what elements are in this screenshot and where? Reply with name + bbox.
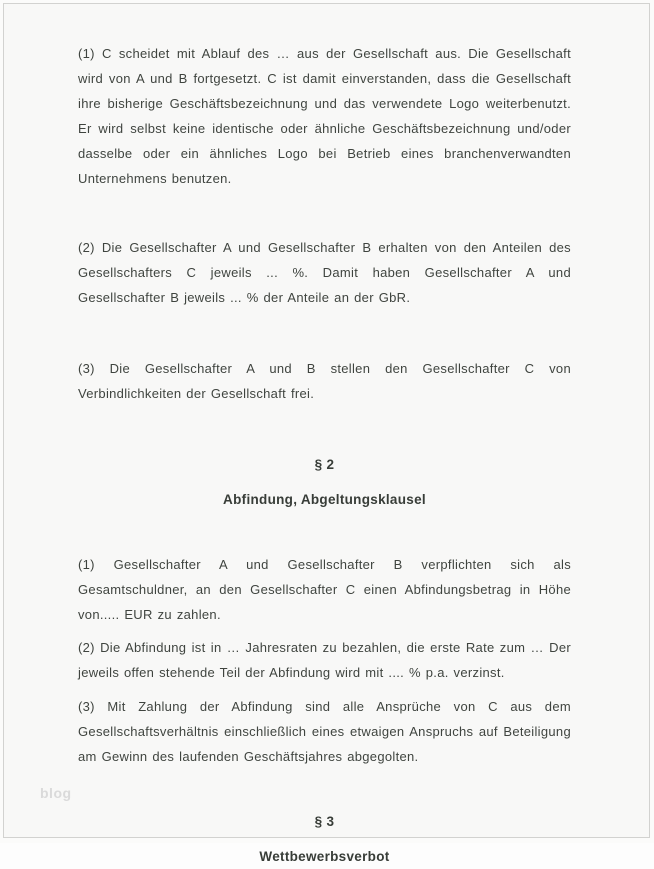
section2-paragraph-3: (3) Mit Zahlung der Abfindung sind alle Ansprüche von C aus dem Gesellschaftsverhältnis einschließlich eines etwaigen Anspruchs auf Beteiligung am Gewinn des laufenden Geschäftsjahres abgegolten. (78, 699, 571, 764)
section1-paragraph-2: (2) Die Gesellschafter A und Gesellschafter B erhalten von den Anteilen des Gesellschafters C jeweils ... %. Damit haben Gesellschafter A und Gesellschafter B jeweils ... % der Anteile an der GbR. (78, 240, 571, 305)
section3-number: § 3 (314, 814, 335, 829)
section2-title: Abfindung, Abgeltungsklausel (223, 492, 426, 507)
section2-number: § 2 (314, 457, 335, 472)
section2-paragraph-1: (1) Gesellschafter A und Gesellschafter B verpflichten sich als Gesamtschuldner, an den Gesellschafter C einen Abfindungsbetrag in Höhe von..... EUR zu zahlen. (78, 557, 571, 622)
document-content (4, 41, 649, 869)
section1-paragraph-1: (1) C scheidet mit Ablauf des … aus der Gesellschaft aus. Die Gesellschaft wird von A und B fortgesetzt. C ist damit einverstanden, dass die Gesellschaft ihre bisherige Geschäftsbezeichnung und das verwendete Logo weiterbenutzt. Er wird selbst keine identische oder ähnliche Geschäftsbezeichnung und/oder dasselbe oder ein ähnliches Logo bei Betrieb eines branchenverwandten Unternehmens benutzen. (78, 46, 571, 186)
section2-paragraph-2: (2) Die Abfindung ist in … Jahresraten zu bezahlen, die erste Rate zum … Der jeweils offen stehende Teil der Abfindung wird mit .... % p.a. verzinst. (78, 640, 571, 680)
section3-title: Wettbewerbsverbot (259, 849, 390, 864)
section1-paragraph-3: (3) Die Gesellschafter A und B stellen den Gesellschafter C von Verbindlichkeiten der Gesellschaft frei. (78, 361, 571, 401)
document-page (3, 3, 650, 864)
blog-watermark: blog (40, 785, 72, 801)
